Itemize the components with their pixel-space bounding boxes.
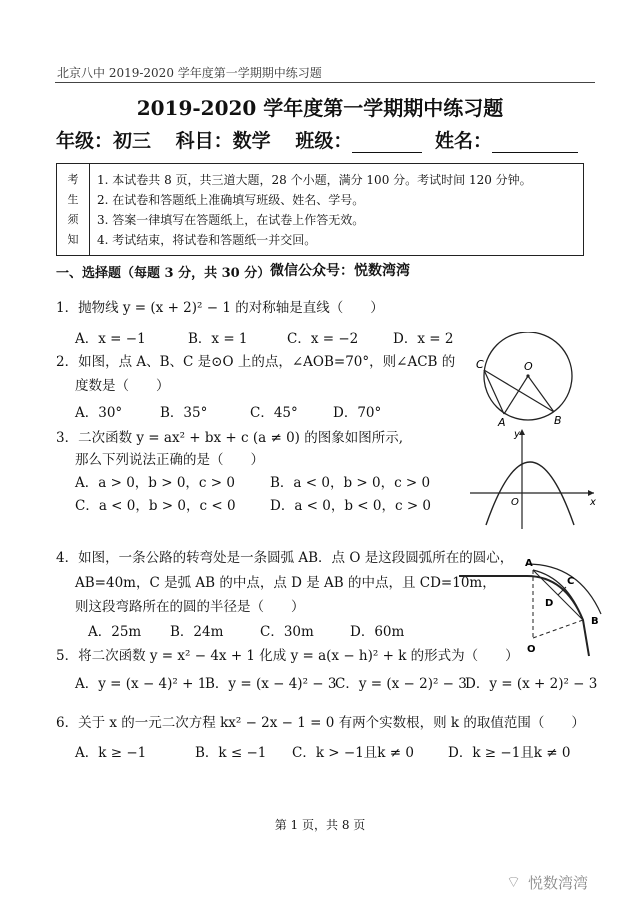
q4-option-b: B．24m <box>170 624 224 640</box>
wechat-icon: ⌔ <box>506 872 522 891</box>
q1-option-a: A．x = −1 <box>75 331 146 347</box>
header-divider <box>55 82 595 83</box>
label-b: B <box>554 414 562 427</box>
q6-option-c: C．k > −1且k ≠ 0 <box>292 745 414 761</box>
label-c: C <box>476 358 484 371</box>
q5-option-d: D．y = (x + 2)² − 3 <box>465 676 598 692</box>
question-5: 5．将二次函数 y = x² − 4x + 1 化成 y = a(x − h)² + k 的形式为（ ） <box>56 648 519 664</box>
notice-side-label: 考 生 须 知 <box>57 164 90 255</box>
page-title: 2019-2020 学年度第一学期期中练习题 <box>136 96 504 120</box>
question-3: 3．二次函数 y = ax² + bx + c (a ≠ 0) 的图象如图所示, <box>56 430 404 446</box>
question-6: 6．关于 x 的一元二次方程 kx² − 2x − 1 = 0 有两个实数根，则 k 的取值范围（ ） <box>56 715 585 731</box>
student-info-line <box>56 126 578 153</box>
center-dot <box>526 374 529 377</box>
watermark: 悦数湾湾 <box>528 874 589 892</box>
page-number: 第 1 页，共 8 页 <box>274 818 366 832</box>
section-heading: 一、选择题（每题 3 分，共 30 分） <box>56 266 271 281</box>
q5-option-b: B．y = (x − 4)² − 3 <box>205 676 337 692</box>
q5-option-c: C．y = (x − 2)² − 3 <box>335 676 467 692</box>
label-c: C <box>567 576 575 587</box>
exam-notice-box <box>56 163 584 256</box>
q3-option-d: D．a < 0，b < 0，c > 0 <box>270 498 432 514</box>
radius-oa <box>504 376 528 414</box>
label-d: D <box>545 598 554 609</box>
axis-label-y: y <box>514 429 520 440</box>
question-4-line3: 则这段弯路所在的圆的半径是（ ） <box>75 599 305 615</box>
q1-option-b: B．x = 1 <box>188 331 248 347</box>
q6-option-a: A．k ≥ −1 <box>75 745 147 761</box>
question-4-line2: AB=40m，C 是弧 AB 的中点，点 D 是 AB 的中点，且 CD=10m， <box>75 575 496 591</box>
grade-label: 年级： <box>56 130 114 152</box>
radius-ob <box>528 376 554 412</box>
question-4: 4．如图，一条公路的转弯处是一条圆弧 AB．点 O 是这段圆弧所在的圆心， <box>56 550 514 566</box>
q2-option-d: D．70° <box>333 405 382 421</box>
notice-item: 4. 考试结束，将试卷和答题纸一并交回。 <box>97 233 317 247</box>
wechat-label: 微信公众号：悦数湾湾 <box>270 263 410 279</box>
label-o: O <box>527 644 536 655</box>
q2-option-c: C．45° <box>250 405 298 421</box>
q1-option-c: C．x = −2 <box>287 331 359 347</box>
notice-item: 3. 答案一律填写在答题纸上，在试卷上作答无效。 <box>97 213 365 227</box>
q4-option-d: D．60m <box>350 624 405 640</box>
parabola-figure <box>466 425 600 533</box>
q3-option-c: C．a < 0，b > 0，c < 0 <box>75 498 236 514</box>
notice-item: 1. 本试卷共 8 页，共三道大题，28 个小题，满分 100 分。考试时间 120 分钟。 <box>97 173 532 187</box>
q4-option-c: C．30m <box>260 624 314 640</box>
question-3-line2: 那么下列说法正确的是（ ） <box>75 452 264 468</box>
q6-option-b: B．k ≤ −1 <box>195 745 267 761</box>
notice-item: 2. 在试卷和答题纸上准确填写班级、姓名、学号。 <box>97 193 365 207</box>
origin-label: O <box>511 497 519 508</box>
q3-option-b: B．a < 0，b > 0，c > 0 <box>270 475 431 491</box>
subject-value: 数学 <box>232 130 271 152</box>
class-blank <box>352 134 422 153</box>
label-a: A <box>525 558 533 569</box>
circle-figure <box>470 332 590 428</box>
question-2-line2: 度数是（ ） <box>75 378 170 394</box>
label-o: O <box>524 360 533 373</box>
class-label: 班级： <box>295 130 353 152</box>
label-b: B <box>591 616 599 627</box>
radius-ob <box>533 620 583 638</box>
axis-label-x: x <box>590 497 596 508</box>
q1-option-d: D．x = 2 <box>393 331 454 347</box>
label-a: A <box>498 416 506 428</box>
name-label: 姓名： <box>434 130 492 152</box>
x-arrow-icon <box>588 490 594 496</box>
running-header: 北京八中 2019-2020 学年度第一学期期中练习题 <box>57 66 322 80</box>
question-2: 2．如图，点 A、B、C 是⊙O 上的点，∠AOB=70°，则∠ACB 的 <box>56 354 456 370</box>
q5-option-a: A．y = (x − 4)² + 1 <box>75 676 207 692</box>
notice-items <box>97 170 532 250</box>
q2-option-a: A．30° <box>75 405 123 421</box>
grade-value: 初三 <box>113 130 152 152</box>
q2-option-b: B．35° <box>160 405 208 421</box>
q6-option-d: D．k ≥ −1且k ≠ 0 <box>448 745 571 761</box>
question-1: 1．抛物线 y = (x + 2)² − 1 的对称轴是直线（ ） <box>56 300 384 316</box>
name-blank <box>492 134 578 153</box>
q3-option-a: A．a > 0，b > 0，c > 0 <box>75 475 235 491</box>
subject-label: 科目： <box>175 130 233 152</box>
q4-option-a: A．25m <box>88 624 142 640</box>
